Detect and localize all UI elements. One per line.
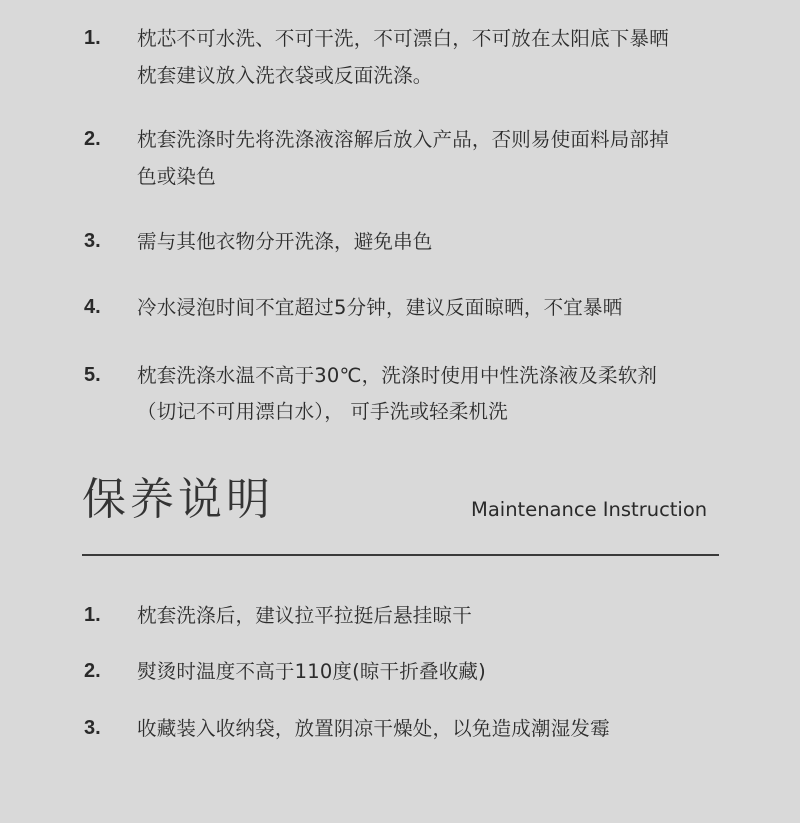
wash-item-number: 2. bbox=[84, 128, 101, 150]
maintenance-title: 保养说明 bbox=[82, 474, 274, 525]
maintenance-item-line: 收藏装入收纳袋，放置阴凉干燥处，以免造成潮湿发霉 bbox=[137, 717, 610, 740]
wash-item-number: 1. bbox=[84, 27, 101, 49]
maintenance-item-number: 2. bbox=[84, 660, 101, 682]
wash-item-line: 色或染色 bbox=[137, 165, 216, 188]
maintenance-item-number: 1. bbox=[84, 604, 101, 626]
maintenance-subtitle: Maintenance Instruction bbox=[471, 498, 708, 521]
wash-item-number: 5. bbox=[84, 364, 101, 386]
wash-item-line: 需与其他衣物分开洗涤，避免串色 bbox=[137, 230, 433, 253]
wash-item-line: 枕套建议放入洗衣袋或反面洗涤。 bbox=[137, 64, 433, 87]
wash-item-line: 枕芯不可水洗、不可干洗，不可漂白，不可放在太阳底下暴晒 bbox=[137, 27, 669, 50]
wash-item-line: 枕套洗涤水温不高于30℃，洗涤时使用中性洗涤液及柔软剂 bbox=[137, 364, 658, 387]
maintenance-item-number: 3. bbox=[84, 717, 101, 739]
maintenance-item-line: 熨烫时温度不高于110度(晾干折叠收藏) bbox=[137, 660, 486, 683]
wash-item-line: （切记不可用漂白水）， 可手洗或轻柔机洗 bbox=[137, 400, 508, 423]
wash-item-line: 冷水浸泡时间不宜超过5分钟，建议反面晾晒，不宜暴晒 bbox=[137, 296, 623, 319]
wash-item-number: 3. bbox=[84, 230, 101, 252]
wash-item-number: 4. bbox=[84, 296, 101, 318]
section-divider bbox=[82, 554, 719, 556]
wash-item-line: 枕套洗涤时先将洗涤液溶解后放入产品，否则易使面料局部掉 bbox=[137, 128, 669, 151]
maintenance-item-line: 枕套洗涤后，建议拉平拉挺后悬挂晾干 bbox=[137, 604, 472, 627]
